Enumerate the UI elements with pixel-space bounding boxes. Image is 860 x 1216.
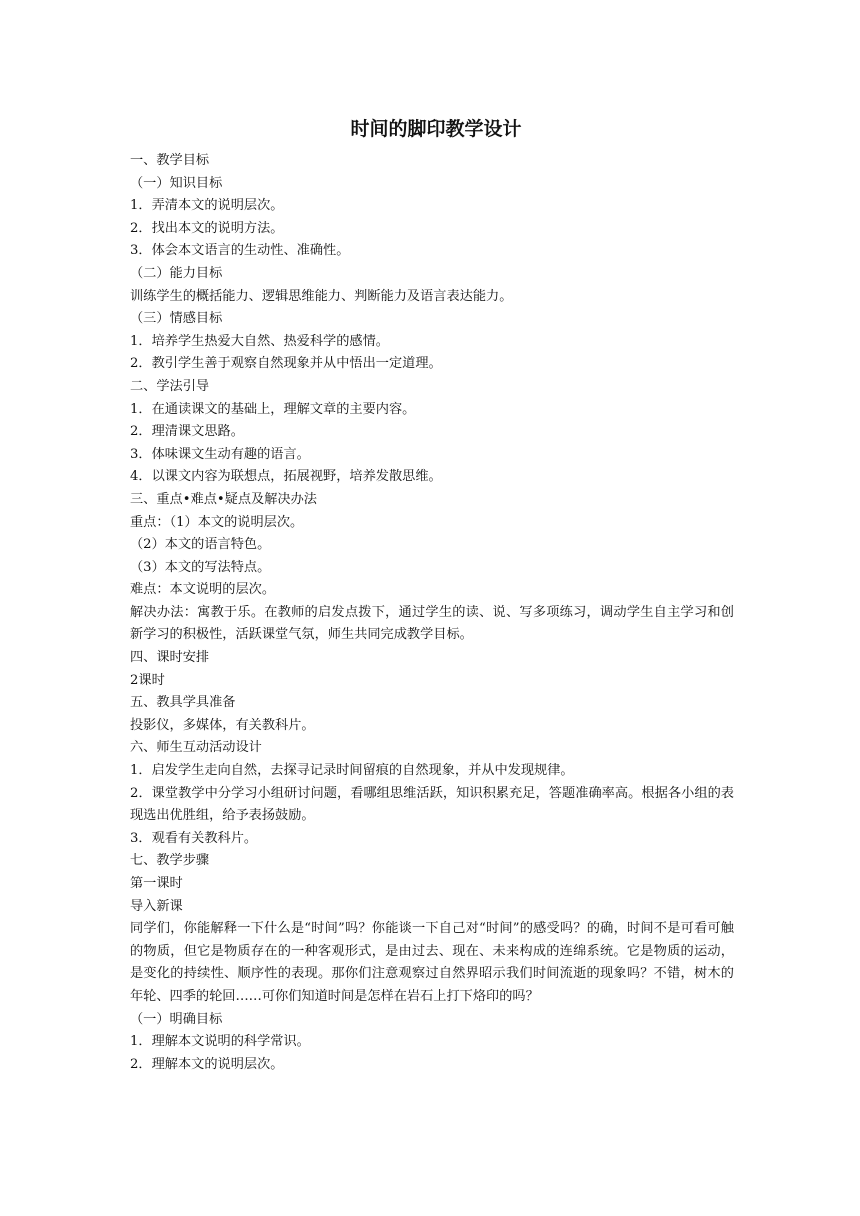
text-line: 1．在通读课文的基础上，理解文章的主要内容。 [130,401,416,417]
text-line: 重点：（1）本文的说明层次。 [130,514,304,530]
section-heading: 一、教学目标 [130,153,210,168]
section-heading: 五、教具学具准备 [130,695,236,711]
subsection-heading: （三）情感目标 [130,311,223,327]
text-line: 4．以课文内容为联想点，拓展视野，培养发散思维。 [130,469,442,485]
text-line: 2．教引学生善于观察自然现象并从中悟出一定道理。 [130,356,442,372]
text-line: 2．找出本文的说明方法。 [130,220,284,236]
document-title: 时间的脚印教学设计 [350,118,522,140]
paragraph: 同学们，你能解释一下什么是“时间”吗？你能谈一下自己对“时间”的感受吗？的确，时间不是可看可触的物质，但它是物质存在的一种客观形式，是由过去、现在、未来构成的连绵系统。它是物质的运动，是变化的持续性、顺序性的表现。那你们注意观察过自然界昭示我们时间流逝的现象吗？不错，树木的年轮、四季的轮回……可你们知道时间是怎样在岩石上打下烙印的吗？ [130,921,734,1004]
text-line: 3．体味课文生动有趣的语言。 [130,446,310,462]
text-line: 1．培养学生热爱大自然、热爱科学的感情。 [130,333,389,349]
text-line: 难点：本文说明的层次。 [130,582,276,598]
text-line: 1．启发学生走向自然，去探寻记录时间留痕的自然现象，并从中发现规律。 [130,763,574,779]
subsection-heading: （二）能力目标 [130,265,223,281]
text-line: 1．理解本文说明的科学常识。 [130,1034,310,1050]
subsection-heading: （一）知识目标 [130,175,223,191]
text-line: 1．弄清本文的说明层次。 [130,198,284,214]
text-line: 第一课时 [130,876,183,891]
text-line: 3．体会本文语言的生动性、准确性。 [130,243,350,259]
text-line: （3）本文的写法特点。 [130,559,271,575]
section-heading: 二、学法引导 [130,378,210,394]
text-line: 投影仪，多媒体，有关教科片。 [130,717,315,733]
section-heading: 七、教学步骤 [130,853,210,869]
text-line: 2．理清课文思路。 [130,424,244,440]
document-body [130,150,734,1076]
text-line: （2）本文的语言特色。 [130,537,271,553]
section-heading: 三、重点•难点•疑点及解决办法 [130,491,317,507]
text-line: 2．理解本文的说明层次。 [130,1056,284,1072]
text-line: 3．观看有关教科片。 [130,830,258,846]
text-line: 训练学生的概括能力、逻辑思维能力、判断能力及语言表达能力。 [130,288,513,304]
paragraph: 2．课堂教学中分学习小组研讨问题，看哪组思维活跃，知识积累充足，答题准确率高。根据各小组的表现选出优胜组，给予表扬鼓励。 [130,785,734,824]
text-line: 导入新课 [130,898,183,914]
section-heading: 四、课时安排 [130,650,210,666]
paragraph: 解决办法：寓教于乐。在教师的启发点拨下，通过学生的读、说、写多项练习，调动学生自主学习和创新学习的积极性，活跃课堂气氛，师生共同完成教学目标。 [130,604,734,643]
document-page [130,118,734,1076]
text-line: 2课时 [130,672,165,688]
subsection-heading: （一）明确目标 [130,1011,223,1027]
section-heading: 六、师生互动活动设计 [130,740,262,756]
